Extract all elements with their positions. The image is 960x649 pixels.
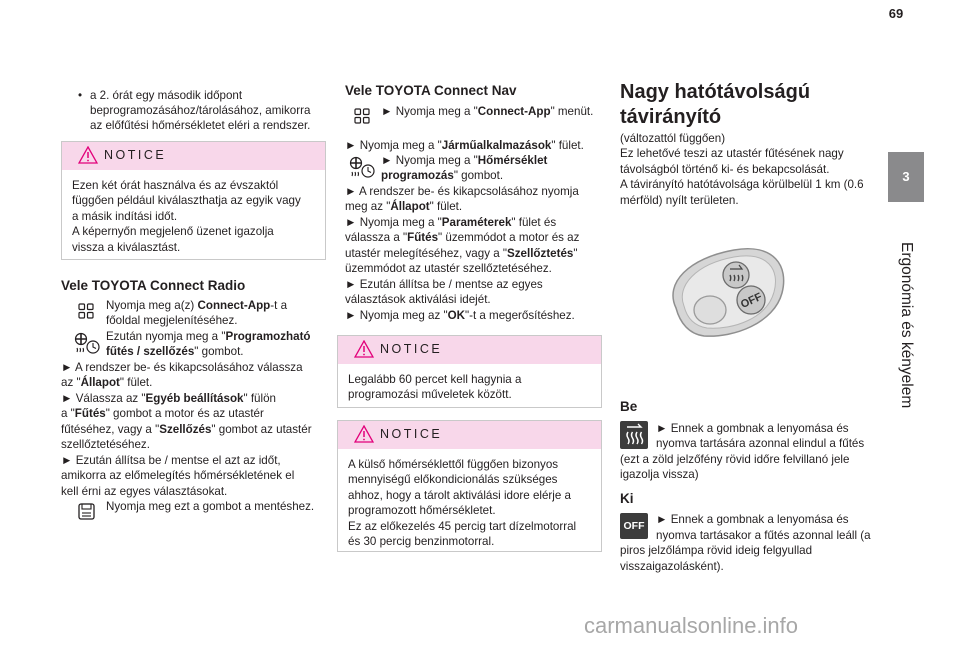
text-run: Nyomja meg a(z) [106,299,198,312]
text-line: távolságból történő ki- és bekapcsolását. [620,163,830,176]
text-line [61,375,152,390]
text-line [345,199,462,214]
text-run-bold: Fűtés [74,407,106,420]
text-line: igazolja vissza) [620,468,699,481]
text-line: szellőztetéséhez. [61,438,150,451]
text-run: " gombot a motor és az utastér [105,407,264,420]
text-run: ► Nyomja meg a " [381,105,478,118]
text-run-bold: fűtés / szellőzés [106,345,195,358]
text-line [381,153,547,168]
text-line: (változattól függően) [620,132,726,145]
text-line: (ezt a zöld jelzőfény rövid időre felvillanó jele [620,453,850,466]
notice-body [338,364,601,409]
text-line: ► Ennek a gombnak a lenyomása és [656,513,849,526]
text-line: ► A rendszer be- és kikapcsolásához válassza [61,361,303,374]
text-run: " fület és [511,216,557,229]
text-run: " gombot. [194,345,244,358]
text-run-bold: Szellőzés [159,423,212,436]
text-line: nyomva tartásakor a fűtés azonnal leáll (a [656,529,871,542]
text-run: ► Nyomja meg a " [345,216,442,229]
grid-apps-icon [354,108,370,124]
heating-on-button-icon [620,421,648,449]
text-run-bold: Hőmérséklet [477,154,548,167]
text-run: Ezután nyomja meg a " [106,330,226,343]
text-line [381,168,503,183]
bullet-line: beprogramozásához/tárolásához, amikorra [90,104,311,117]
text-run: " fület. [551,139,584,152]
notice-line: mennyiségű előkondicionálás szükséges [348,473,558,487]
text-line: ► A rendszer be- és kikapcsolásához nyomja [345,185,579,198]
text-run: ► Válassza az " [61,392,146,405]
text-run: fűtéséhez, vagy a " [61,423,160,436]
heating-timer-icon [347,156,377,180]
text-run: " gombot. [453,169,504,182]
chapter-title: Ergonómia és kényelem [898,242,915,409]
text-line: mérföld) nyílt területen. [620,194,739,207]
text-run: válassza a " [345,231,408,244]
title-line: távirányító [620,106,722,128]
text-run-bold: Állapot [80,376,120,389]
page-title [620,80,810,130]
text-run: " üzemmódot a motor és az [438,231,580,244]
text-run: ► Nyomja meg a " [345,139,442,152]
watermark: carmanualsonline.info [584,613,799,638]
notice-body [62,170,325,261]
text-line: üzemmódot az utastér szellőztetéséhez. [345,262,552,275]
text-run: " [573,247,578,260]
text-line [381,104,593,119]
text-run-bold: Állapot [390,200,430,213]
text-line [106,298,287,313]
text-line [345,138,584,153]
text-line: A távirányító hatótávolsága körülbelül 1 km (0.6 [620,178,864,191]
remote-control-illustration [664,238,794,348]
remote-off-label: OFF [738,290,764,311]
section-heading: Vele TOYOTA Connect Nav [345,83,517,98]
text-line: nyomva tartására azonnal elindul a fűtés [656,437,865,450]
text-line [61,422,312,437]
section-heading: Be [620,399,638,414]
notice-line: Ezen két órát használva és az évszaktól [72,179,279,192]
text-run: a " [61,407,75,420]
notice-line: Legalább 60 percet kell hagynia a [348,373,522,386]
text-run-bold: Egyéb beállítások [145,392,244,405]
text-run-bold: Fűtés [407,231,439,244]
notice-line: vissza a kiválasztást. [72,240,181,254]
text-run-bold: Programozható [225,330,311,343]
bullet-line: a 2. órát egy második időpont [90,89,243,102]
warning-icon [354,425,374,443]
text-line: visszaigazolásként). [620,560,724,573]
text-run: " fülön [243,392,276,405]
section-heading: Ki [620,491,634,506]
notice-line: A külső hőmérséklettől függően bizonyos [348,458,559,471]
notice-line: függően például kiválaszthatja az egyik vagy [72,194,301,208]
save-icon [78,503,95,520]
text-run-bold: Paraméterek [441,216,512,229]
page-number: 69 [888,6,904,21]
text-line [345,215,556,230]
text-run: utastér melegítéséhez, vagy a " [345,247,508,260]
text-run-bold: Connect-App [477,105,551,118]
notice-box [337,335,602,408]
notice-title: NOTICE [380,342,443,356]
notice-line: Ez az előkezelés 45 percig tart dízelmotorral [348,519,577,533]
text-run: -t a [270,299,288,312]
text-line: Nyomja meg ezt a gombot a mentéshez. [106,500,315,513]
notice-box [337,420,602,552]
text-run: " fület. [119,376,153,389]
bullet-dot: • [78,89,83,102]
grid-apps-icon [78,303,94,319]
notice-body [338,449,601,555]
notice-title: NOTICE [104,148,167,162]
notice-line: programozási műveletek között. [348,388,512,402]
heating-off-button-icon: OFF [620,513,648,539]
text-line: amikorra az előmelegítés hőmérsékletének el [61,469,295,482]
notice-line: ahhoz, hogy a tárolt aktiválási idore elérje a [348,488,571,502]
text-line [345,230,579,245]
text-line: ► Ezután állítsa be / mentse el azt az időt, [61,454,281,467]
text-line: választások aktiválási idejét. [345,293,491,306]
warning-icon [354,340,374,358]
text-line [61,406,264,421]
notice-line: A képernyőn megjelenő üzenet igazolja [72,225,274,239]
notice-title: NOTICE [380,427,443,441]
text-line: Ez lehetővé teszi az utastér fűtésének nagy [620,147,844,160]
text-run-bold: OK [447,309,465,322]
title-line: Nagy hatótávolságú [620,81,811,103]
text-line: kell érni az egyes választásokat. [61,485,228,498]
text-run: ► Nyomja meg az " [345,309,448,322]
text-line [106,344,244,359]
text-run: " gombot az utastér [211,423,312,436]
text-line [61,391,276,406]
chapter-tab[interactable]: 3 [888,152,924,202]
text-run: " fület. [429,200,463,213]
notice-line: a másik indítási időt. [72,209,178,223]
text-run-bold: programozás [381,169,454,182]
text-run: az " [61,376,81,389]
text-line: ► Ennek a gombnak a lenyomása és [656,422,849,435]
heating-timer-icon [72,332,102,356]
notice-header [338,421,601,449]
text-run-bold: Szellőztetés [507,247,574,260]
notice-header [62,142,325,170]
text-run-bold: Járműalkalmazások [441,139,552,152]
text-run: meg az " [345,200,391,213]
text-line [345,308,575,323]
notice-box [61,141,326,260]
bullet-line: az előfűtési hőmérsékletet eléri a rendszer. [90,119,311,132]
text-line [345,246,578,261]
notice-header [338,336,601,364]
notice-line: programozott hőmérsékletet. [348,504,496,518]
text-line: főoldal megjelenítéséhez. [106,314,238,327]
section-heading: Vele TOYOTA Connect Radio [61,278,246,293]
text-run-bold: Connect-App [197,299,271,312]
text-run: "-t a megerősítéshez. [464,309,575,322]
text-line: piros jelzőlámpa rövid ideig felgyullad [620,544,813,557]
notice-line: és 30 percig benzinmotorral. [348,535,495,549]
text-run: " menüt. [550,105,594,118]
text-line [106,329,311,344]
text-run: ► Nyomja meg a " [381,154,478,167]
text-line: ► Ezután állítsa be / mentse az egyes [345,278,543,291]
warning-icon [78,146,98,164]
